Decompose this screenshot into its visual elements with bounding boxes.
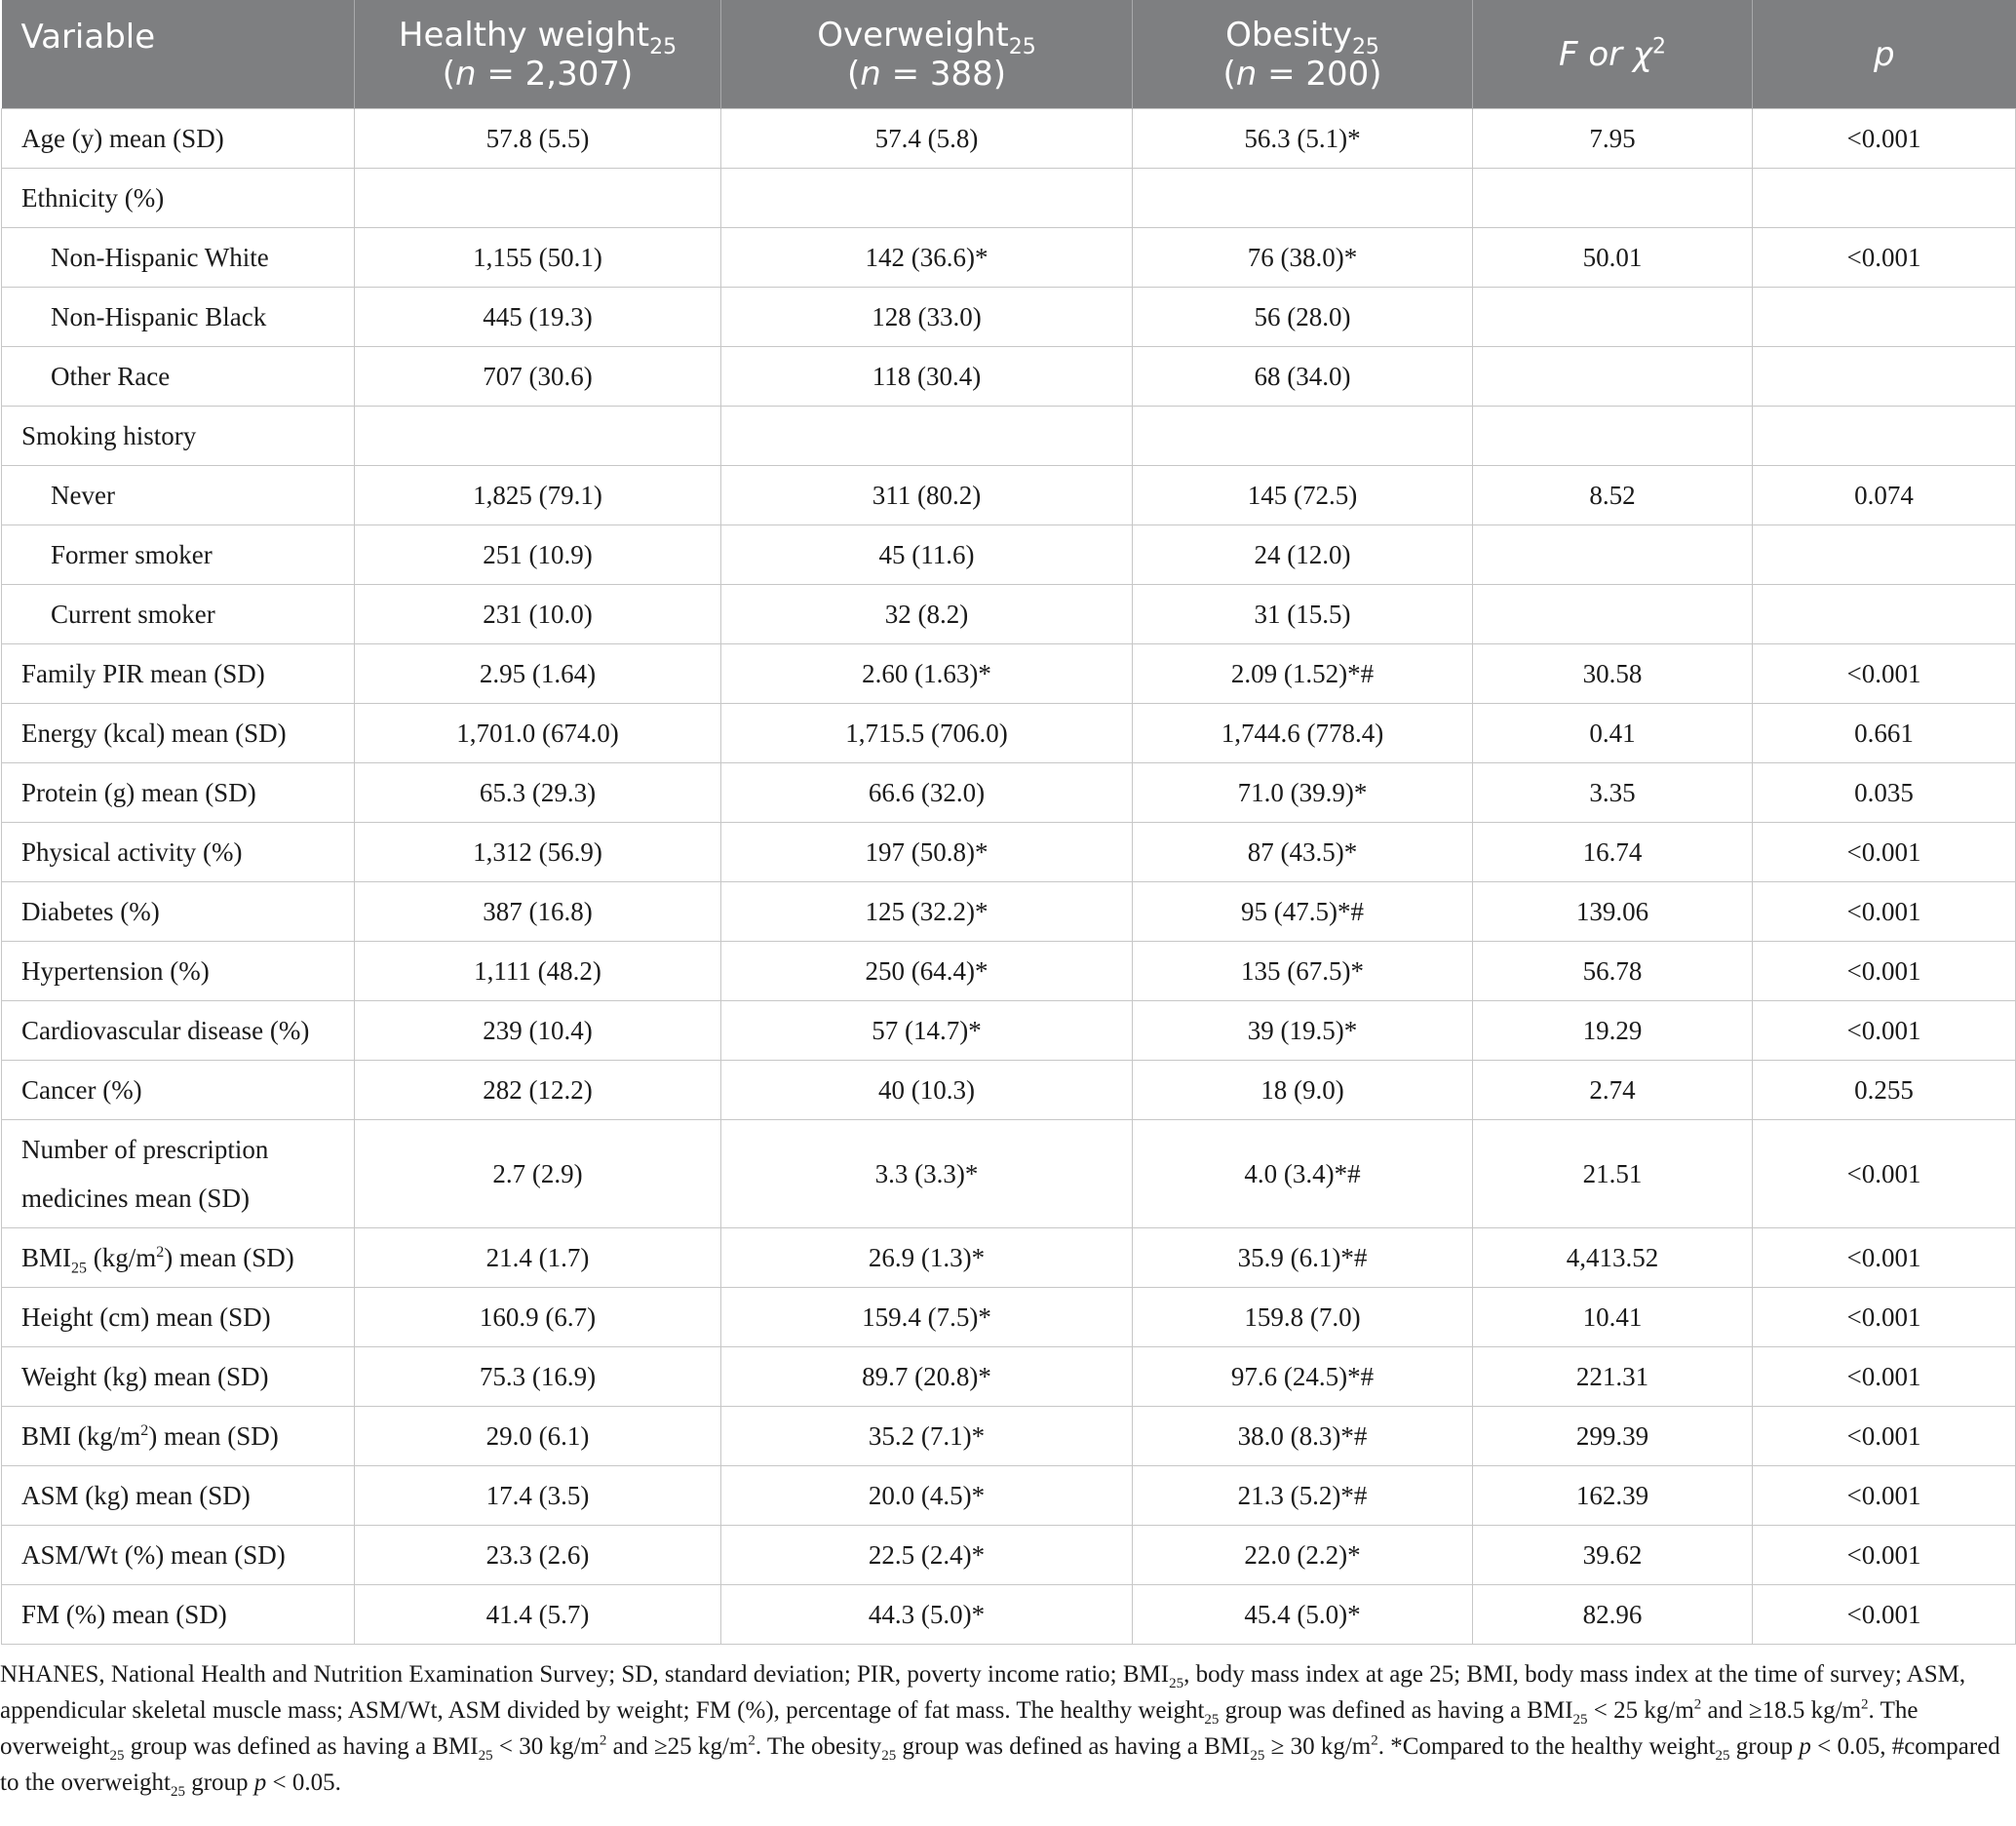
obesity-cell: 38.0 (8.3)*#	[1133, 1407, 1473, 1466]
overweight-cell: 22.5 (2.4)*	[721, 1526, 1133, 1585]
healthy-weight-cell: 231 (10.0)	[355, 585, 721, 644]
header-overweight: Overweight$_{25}$ (n = 388)	[721, 0, 1133, 109]
variable-cell: Never	[2, 466, 355, 525]
header-healthy-weight: Healthy weight$_{25}$ (n = 2,307)	[355, 0, 721, 109]
f-chi2-cell: 21.51	[1473, 1120, 1753, 1228]
variable-cell: Energy (kcal) mean (SD)	[2, 704, 355, 763]
healthy-weight-cell: 65.3 (29.3)	[355, 763, 721, 823]
table-row	[2, 288, 2016, 347]
header-group-name: Obesity	[1225, 15, 1352, 55]
p-cell: <0.001	[1753, 109, 2016, 169]
table-row	[2, 109, 2016, 169]
obesity-cell: 21.3 (5.2)*#	[1133, 1466, 1473, 1526]
table-row	[2, 228, 2016, 288]
overweight-cell: 250 (64.4)*	[721, 942, 1133, 1001]
variable-cell: Age (y) mean (SD)	[2, 109, 355, 169]
overweight-cell: 2.60 (1.63)*	[721, 644, 1133, 704]
variable-cell: Cardiovascular disease (%)	[2, 1001, 355, 1061]
f-chi2-cell: 82.96	[1473, 1585, 1753, 1645]
variable-cell: Family PIR mean (SD)	[2, 644, 355, 704]
overweight-cell: 35.2 (7.1)*	[721, 1407, 1133, 1466]
p-cell: <0.001	[1753, 228, 2016, 288]
p-cell: <0.001	[1753, 1347, 2016, 1407]
header-obesity: Obesity$_{25}$ (n = 200)	[1133, 0, 1473, 109]
f-chi2-cell	[1473, 407, 1753, 466]
overweight-cell: 125 (32.2)*	[721, 882, 1133, 942]
healthy-weight-cell: 445 (19.3)	[355, 288, 721, 347]
healthy-weight-cell: 2.7 (2.9)	[355, 1120, 721, 1228]
healthy-weight-cell: 1,111 (48.2)	[355, 942, 721, 1001]
table-row	[2, 169, 2016, 228]
p-cell: 0.255	[1753, 1061, 2016, 1120]
overweight-cell: 1,715.5 (706.0)	[721, 704, 1133, 763]
table-row	[2, 525, 2016, 585]
table-row	[2, 1061, 2016, 1120]
variable-cell: Current smoker	[2, 585, 355, 644]
variable-cell: $BMI_{25}$ $(kg/m^2)$ mean (SD)	[2, 1228, 355, 1288]
header-group-sub: 25	[1008, 34, 1036, 59]
healthy-weight-cell: 1,825 (79.1)	[355, 466, 721, 525]
table-row	[2, 763, 2016, 823]
healthy-weight-cell: 75.3 (16.9)	[355, 1347, 721, 1407]
header-variable: Variable	[2, 0, 355, 109]
f-chi2-cell: 19.29	[1473, 1001, 1753, 1061]
f-chi2-cell: 8.52	[1473, 466, 1753, 525]
f-chi2-cell: 30.58	[1473, 644, 1753, 704]
table-row	[2, 823, 2016, 882]
p-cell	[1753, 169, 2016, 228]
overweight-cell: 159.4 (7.5)*	[721, 1288, 1133, 1347]
obesity-cell: 145 (72.5)	[1133, 466, 1473, 525]
f-chi2-cell: 4,413.52	[1473, 1228, 1753, 1288]
overweight-cell: 128 (33.0)	[721, 288, 1133, 347]
p-cell: <0.001	[1753, 1466, 2016, 1526]
obesity-cell: 76 (38.0)*	[1133, 228, 1473, 288]
table-row	[2, 1466, 2016, 1526]
obesity-cell: 35.9 (6.1)*#	[1133, 1228, 1473, 1288]
variable-cell: Non-Hispanic Black	[2, 288, 355, 347]
overweight-cell: 3.3 (3.3)*	[721, 1120, 1133, 1228]
f-chi2-cell: 39.62	[1473, 1526, 1753, 1585]
table-row	[2, 466, 2016, 525]
overweight-cell: 66.6 (32.0)	[721, 763, 1133, 823]
header-n-value: = 2,307)	[476, 54, 634, 94]
healthy-weight-cell: 707 (30.6)	[355, 347, 721, 407]
healthy-weight-cell: 2.95 (1.64)	[355, 644, 721, 704]
p-cell: <0.001	[1753, 644, 2016, 704]
overweight-cell	[721, 169, 1133, 228]
obesity-cell: 135 (67.5)*	[1133, 942, 1473, 1001]
healthy-weight-cell: 57.8 (5.5)	[355, 109, 721, 169]
overweight-cell: 57.4 (5.8)	[721, 109, 1133, 169]
variable-cell: Cancer (%)	[2, 1061, 355, 1120]
p-cell: 0.661	[1753, 704, 2016, 763]
header-group-name: Healthy weight	[398, 15, 650, 55]
p-cell: 0.035	[1753, 763, 2016, 823]
variable-cell: Smoking history	[2, 407, 355, 466]
variable-cell: Former smoker	[2, 525, 355, 585]
f-chi2-cell	[1473, 525, 1753, 585]
table-row	[2, 1526, 2016, 1585]
table-row	[2, 1120, 2016, 1228]
p-cell	[1753, 288, 2016, 347]
table-row	[2, 882, 2016, 942]
f-chi2-cell: 299.39	[1473, 1407, 1753, 1466]
table-row	[2, 1407, 2016, 1466]
obesity-cell: 159.8 (7.0)	[1133, 1288, 1473, 1347]
healthy-weight-cell: 23.3 (2.6)	[355, 1526, 721, 1585]
variable-cell: Non-Hispanic White	[2, 228, 355, 288]
f-chi2-cell: 10.41	[1473, 1288, 1753, 1347]
healthy-weight-cell: 1,312 (56.9)	[355, 823, 721, 882]
table-body	[2, 109, 2016, 1645]
f-chi2-cell: 162.39	[1473, 1466, 1753, 1526]
table-row	[2, 1001, 2016, 1061]
healthy-weight-cell: 160.9 (6.7)	[355, 1288, 721, 1347]
variable-cell: ASM (kg) mean (SD)	[2, 1466, 355, 1526]
p-cell: <0.001	[1753, 942, 2016, 1001]
f-chi2-cell: 56.78	[1473, 942, 1753, 1001]
table-footnote: NHANES, National Health and Nutrition Examination Survey; SD, standard deviation; PIR, poverty income ratio; $BMI_{25}$, body mass index at age 25; BMI, body mass index at the time of survey; ASM, appendicular skeletal muscle mass; ASM/Wt, ASM divided by weight; FM (%), percentage of fat mass. The healthy weight$_{25}$ group was defined as having a $BMI_{25} < 25$ $kg/m^2$ and ≥18.5 $kg/m^2$. The overweight$_{25}$ group was defined as having a $BMI_{25} < 30$ $kg/m^2$ and ≥25 $kg/m^2$. The obesity$_{25}$ group was defined as having a $BMI_{25} \ge 30$ $kg/m^2$. *Compared to the healthy weight$_{25}$ group p < 0.05, #compared to the overweight$_{25}$ group p < 0.05.	[0, 1661, 2000, 1800]
f-chi2-cell	[1473, 585, 1753, 644]
obesity-cell: 24 (12.0)	[1133, 525, 1473, 585]
overweight-cell: 89.7 (20.8)*	[721, 1347, 1133, 1407]
p-cell: <0.001	[1753, 1288, 2016, 1347]
obesity-cell: 56 (28.0)	[1133, 288, 1473, 347]
header-n-label: n	[860, 54, 881, 94]
variable-cell: Weight (kg) mean (SD)	[2, 1347, 355, 1407]
p-cell: <0.001	[1753, 1526, 2016, 1585]
obesity-cell: 31 (15.5)	[1133, 585, 1473, 644]
variable-cell: FM (%) mean (SD)	[2, 1585, 355, 1645]
table-row	[2, 704, 2016, 763]
healthy-weight-cell: 239 (10.4)	[355, 1001, 721, 1061]
obesity-cell: 56.3 (5.1)*	[1133, 109, 1473, 169]
healthy-weight-cell: 387 (16.8)	[355, 882, 721, 942]
f-chi2-cell: 139.06	[1473, 882, 1753, 942]
obesity-cell: 45.4 (5.0)*	[1133, 1585, 1473, 1645]
p-cell: <0.001	[1753, 1228, 2016, 1288]
healthy-weight-cell: 41.4 (5.7)	[355, 1585, 721, 1645]
healthy-weight-cell: 21.4 (1.7)	[355, 1228, 721, 1288]
header-group-name: Overweight	[817, 15, 1009, 55]
p-cell	[1753, 585, 2016, 644]
variable-cell: Number of prescription medicines mean (SD)	[2, 1120, 355, 1228]
f-chi2-cell: 221.31	[1473, 1347, 1753, 1407]
p-cell: <0.001	[1753, 1120, 2016, 1228]
header-row	[2, 0, 2016, 109]
healthy-weight-cell: 29.0 (6.1)	[355, 1407, 721, 1466]
overweight-cell: 197 (50.8)*	[721, 823, 1133, 882]
healthy-weight-cell	[355, 407, 721, 466]
overweight-cell: 26.9 (1.3)*	[721, 1228, 1133, 1288]
f-chi2-cell	[1473, 169, 1753, 228]
data-table	[1, 0, 2016, 1645]
variable-cell: ASM/Wt (%) mean (SD)	[2, 1526, 355, 1585]
obesity-cell	[1133, 407, 1473, 466]
p-cell	[1753, 525, 2016, 585]
table-row	[2, 1288, 2016, 1347]
obesity-cell: 68 (34.0)	[1133, 347, 1473, 407]
obesity-cell: 87 (43.5)*	[1133, 823, 1473, 882]
f-chi2-cell: 3.35	[1473, 763, 1753, 823]
obesity-cell: 18 (9.0)	[1133, 1061, 1473, 1120]
healthy-weight-cell: 17.4 (3.5)	[355, 1466, 721, 1526]
header-n-value: = 388)	[880, 54, 1007, 94]
table-row	[2, 407, 2016, 466]
obesity-cell	[1133, 169, 1473, 228]
table-row	[2, 1347, 2016, 1407]
variable-cell: Protein (g) mean (SD)	[2, 763, 355, 823]
variable-cell: Height (cm) mean (SD)	[2, 1288, 355, 1347]
overweight-cell: 20.0 (4.5)*	[721, 1466, 1133, 1526]
variable-cell: Hypertension (%)	[2, 942, 355, 1001]
p-cell: <0.001	[1753, 823, 2016, 882]
healthy-weight-cell	[355, 169, 721, 228]
p-cell: <0.001	[1753, 882, 2016, 942]
obesity-cell: 39 (19.5)*	[1133, 1001, 1473, 1061]
table-row	[2, 942, 2016, 1001]
table-row	[2, 1585, 2016, 1645]
header-n-value: = 200)	[1257, 54, 1382, 94]
obesity-cell: 2.09 (1.52)*#	[1133, 644, 1473, 704]
header-f-or-chi2: F or $\chi^2$	[1473, 0, 1753, 109]
overweight-cell: 142 (36.6)*	[721, 228, 1133, 288]
healthy-weight-cell: 282 (12.2)	[355, 1061, 721, 1120]
p-cell	[1753, 347, 2016, 407]
table-row	[2, 1228, 2016, 1288]
overweight-cell	[721, 407, 1133, 466]
p-cell: 0.074	[1753, 466, 2016, 525]
obesity-cell: 1,744.6 (778.4)	[1133, 704, 1473, 763]
obesity-cell: 4.0 (3.4)*#	[1133, 1120, 1473, 1228]
overweight-cell: 57 (14.7)*	[721, 1001, 1133, 1061]
overweight-cell: 311 (80.2)	[721, 466, 1133, 525]
p-cell: <0.001	[1753, 1585, 2016, 1645]
f-chi2-cell: 2.74	[1473, 1061, 1753, 1120]
table-row	[2, 585, 2016, 644]
overweight-cell: 45 (11.6)	[721, 525, 1133, 585]
variable-cell: Physical activity (%)	[2, 823, 355, 882]
overweight-cell: 32 (8.2)	[721, 585, 1133, 644]
overweight-cell: 44.3 (5.0)*	[721, 1585, 1133, 1645]
healthy-weight-cell: 1,701.0 (674.0)	[355, 704, 721, 763]
variable-cell: Diabetes (%)	[2, 882, 355, 942]
obesity-cell: 22.0 (2.2)*	[1133, 1526, 1473, 1585]
f-chi2-cell	[1473, 347, 1753, 407]
header-group-sub: 25	[1351, 34, 1379, 59]
table-row	[2, 644, 2016, 704]
obesity-cell: 95 (47.5)*#	[1133, 882, 1473, 942]
overweight-cell: 40 (10.3)	[721, 1061, 1133, 1120]
header-n-label: n	[1235, 54, 1258, 94]
header-n-label: n	[455, 54, 477, 94]
variable-cell: BMI $(kg/m^2)$ mean (SD)	[2, 1407, 355, 1466]
f-chi2-cell: 7.95	[1473, 109, 1753, 169]
f-chi2-cell: 0.41	[1473, 704, 1753, 763]
f-chi2-cell	[1473, 288, 1753, 347]
p-cell	[1753, 407, 2016, 466]
f-chi2-cell: 50.01	[1473, 228, 1753, 288]
variable-cell: Ethnicity (%)	[2, 169, 355, 228]
overweight-cell: 118 (30.4)	[721, 347, 1133, 407]
healthy-weight-cell: 1,155 (50.1)	[355, 228, 721, 288]
header-group-sub: 25	[649, 34, 678, 59]
variable-cell: Other Race	[2, 347, 355, 407]
obesity-cell: 97.6 (24.5)*#	[1133, 1347, 1473, 1407]
p-cell: <0.001	[1753, 1407, 2016, 1466]
healthy-weight-cell: 251 (10.9)	[355, 525, 721, 585]
header-p: p	[1753, 0, 2016, 109]
p-cell: <0.001	[1753, 1001, 2016, 1061]
f-chi2-cell: 16.74	[1473, 823, 1753, 882]
table-row	[2, 347, 2016, 407]
obesity-cell: 71.0 (39.9)*	[1133, 763, 1473, 823]
